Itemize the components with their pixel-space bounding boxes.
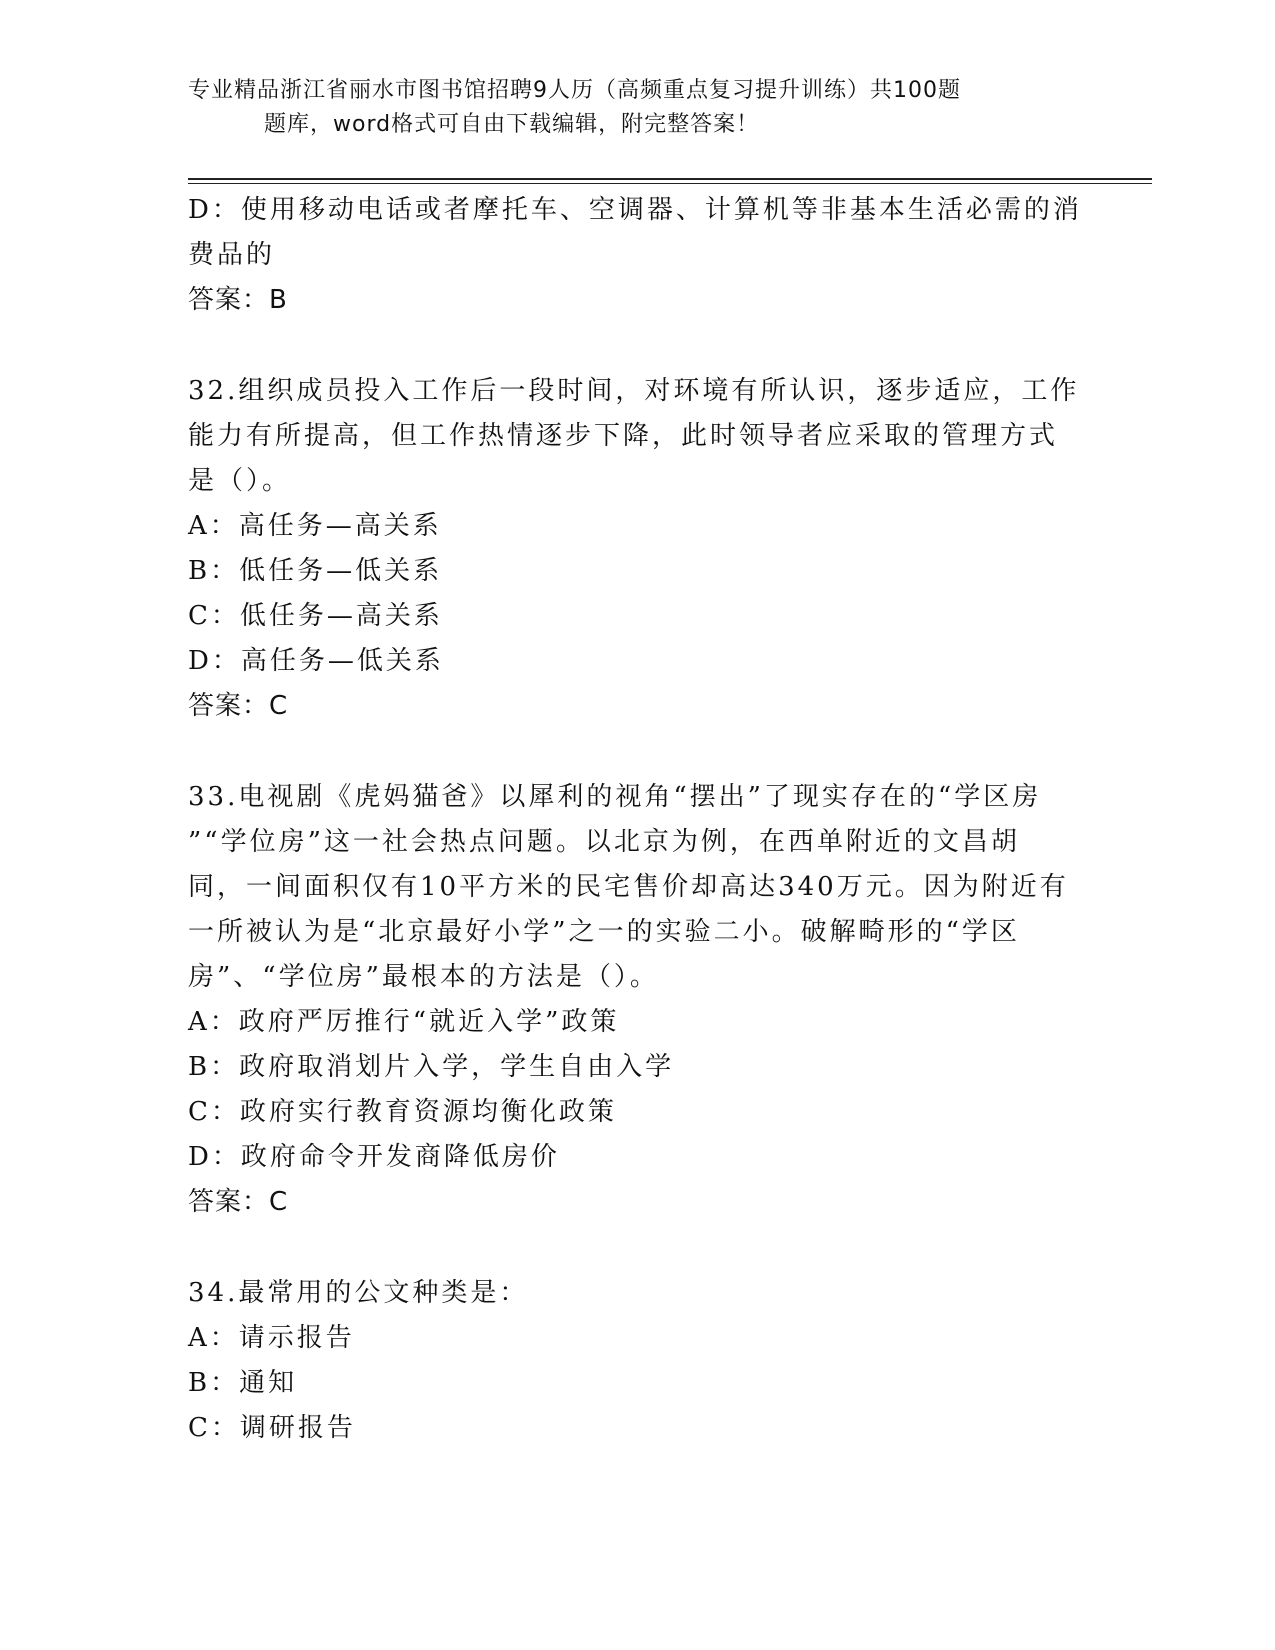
question-block-33 xyxy=(188,775,1088,1225)
option-d: D：政府命令开发商降低房价 xyxy=(188,1142,560,1172)
option-c: C：低任务—高关系 xyxy=(188,601,443,631)
question-stem-line: 33.电视剧《虎妈猫爸》以犀利的视角“摆出”了现实存在的“学区房 xyxy=(188,782,1042,812)
header-rule-thick xyxy=(188,178,1152,180)
question-stem-line: ”“学位房”这一社会热点问题。以北京为例，在西单附近的文昌胡 xyxy=(188,827,1020,857)
option-d: D：高任务—低关系 xyxy=(188,646,444,676)
answer-label: 答案：C xyxy=(188,1187,289,1217)
header-title-line2: 题库，word格式可自由下载编辑，附完整答案！ xyxy=(264,112,760,137)
option-b: B：政府取消划片入学，学生自由入学 xyxy=(188,1052,675,1082)
option-a: A：政府严厉推行“就近入学”政策 xyxy=(188,1007,620,1037)
option-d-line1: D：使用移动电话或者摩托车、空调器、计算机等非基本生活必需的消 xyxy=(188,195,1082,225)
question-stem-line: 能力有所提高，但工作热情逐步下降，此时领导者应采取的管理方式 xyxy=(188,421,1059,451)
answer-label: 答案：B xyxy=(188,285,288,315)
question-block-32 xyxy=(188,369,1088,729)
header-rule-thin xyxy=(188,183,1152,184)
option-b: B：低任务—低关系 xyxy=(188,556,443,586)
question-stem-line: 是（）。 xyxy=(188,466,292,496)
question-block-previous xyxy=(188,188,1088,323)
question-stem-line: 房”、“学位房”最根本的方法是（）。 xyxy=(188,962,659,992)
option-d-line2: 费品的 xyxy=(188,240,276,270)
option-b: B：通知 xyxy=(188,1368,298,1398)
option-a: A：高任务—高关系 xyxy=(188,511,442,541)
answer-label: 答案：C xyxy=(188,691,289,721)
option-a: A：请示报告 xyxy=(188,1323,355,1353)
question-content xyxy=(188,188,1088,1451)
question-stem-line: 34.最常用的公文种类是： xyxy=(188,1278,529,1308)
question-stem-line: 32.组织成员投入工作后一段时间，对环境有所认识，逐步适应，工作 xyxy=(188,376,1080,406)
option-c: C：政府实行教育资源均衡化政策 xyxy=(188,1097,617,1127)
header-title-line1: 专业精品浙江省丽水市图书馆招聘9人历（高频重点复习提升训练）共100题 xyxy=(188,78,961,103)
option-c: C：调研报告 xyxy=(188,1413,356,1443)
document-header xyxy=(188,74,1068,142)
question-block-34 xyxy=(188,1271,1088,1451)
question-stem-line: 同，一间面积仅有10平方米的民宅售价却高达340万元。因为附近有 xyxy=(188,872,1069,902)
question-stem-line: 一所被认为是“北京最好小学”之一的实验二小。破解畸形的“学区 xyxy=(188,917,1020,947)
